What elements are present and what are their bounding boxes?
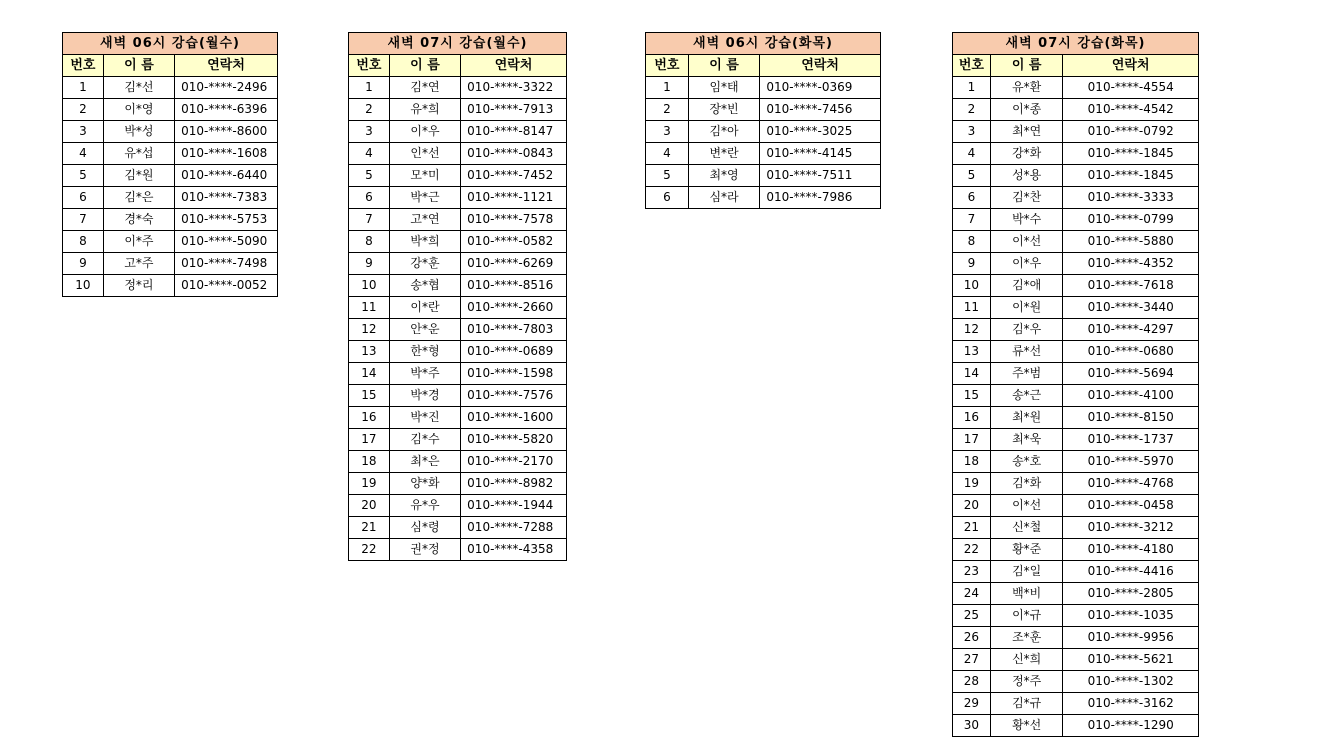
column-header-name: 이 름 bbox=[103, 55, 174, 77]
phone-number: 010-****-8150 bbox=[1063, 407, 1199, 429]
phone-number: 010-****-6440 bbox=[175, 165, 278, 187]
member-name: 황*선 bbox=[990, 715, 1063, 737]
row-number: 10 bbox=[63, 275, 104, 297]
member-name: 김*아 bbox=[688, 121, 760, 143]
row-number: 30 bbox=[953, 715, 991, 737]
phone-number: 010-****-7576 bbox=[461, 385, 567, 407]
row-number: 13 bbox=[349, 341, 390, 363]
member-name: 조*훈 bbox=[990, 627, 1063, 649]
member-name: 최*원 bbox=[990, 407, 1063, 429]
member-name: 김*찬 bbox=[990, 187, 1063, 209]
table-row bbox=[349, 275, 567, 297]
row-number: 15 bbox=[349, 385, 390, 407]
row-number: 7 bbox=[63, 209, 104, 231]
member-name: 김*우 bbox=[990, 319, 1063, 341]
member-name: 이*선 bbox=[990, 495, 1063, 517]
member-name: 김*규 bbox=[990, 693, 1063, 715]
phone-number: 010-****-0458 bbox=[1063, 495, 1199, 517]
table-title: 새벽 06시 강습(화목) bbox=[646, 33, 881, 55]
row-number: 23 bbox=[953, 561, 991, 583]
phone-number: 010-****-2660 bbox=[461, 297, 567, 319]
table-row bbox=[646, 121, 881, 143]
phone-number: 010-****-7456 bbox=[760, 99, 881, 121]
table-row bbox=[953, 297, 1199, 319]
table-row bbox=[953, 231, 1199, 253]
phone-number: 010-****-5694 bbox=[1063, 363, 1199, 385]
member-name: 송*호 bbox=[990, 451, 1063, 473]
row-number: 5 bbox=[953, 165, 991, 187]
member-name: 변*란 bbox=[688, 143, 760, 165]
member-name: 주*범 bbox=[990, 363, 1063, 385]
member-name: 황*준 bbox=[990, 539, 1063, 561]
phone-number: 010-****-5753 bbox=[175, 209, 278, 231]
table-row bbox=[953, 517, 1199, 539]
phone-number: 010-****-4352 bbox=[1063, 253, 1199, 275]
table-title: 새벽 06시 강습(월수) bbox=[63, 33, 278, 55]
row-number: 6 bbox=[646, 187, 689, 209]
row-number: 29 bbox=[953, 693, 991, 715]
table-row bbox=[63, 209, 278, 231]
phone-number: 010-****-4180 bbox=[1063, 539, 1199, 561]
table-row bbox=[63, 187, 278, 209]
phone-number: 010-****-0843 bbox=[461, 143, 567, 165]
column-header-phone: 연락처 bbox=[461, 55, 567, 77]
table-title: 새벽 07시 강습(화목) bbox=[953, 33, 1199, 55]
table-row bbox=[953, 77, 1199, 99]
row-number: 14 bbox=[349, 363, 390, 385]
member-name: 김*선 bbox=[103, 77, 174, 99]
row-number: 11 bbox=[349, 297, 390, 319]
table-row bbox=[953, 715, 1199, 737]
member-name: 고*연 bbox=[389, 209, 460, 231]
phone-number: 010-****-0680 bbox=[1063, 341, 1199, 363]
phone-number: 010-****-7498 bbox=[175, 253, 278, 275]
member-name: 유*희 bbox=[389, 99, 460, 121]
row-number: 4 bbox=[646, 143, 689, 165]
row-number: 15 bbox=[953, 385, 991, 407]
table-row bbox=[349, 297, 567, 319]
phone-number: 010-****-4768 bbox=[1063, 473, 1199, 495]
table-row bbox=[349, 143, 567, 165]
row-number: 10 bbox=[953, 275, 991, 297]
column-header-name: 이 름 bbox=[688, 55, 760, 77]
member-name: 신*희 bbox=[990, 649, 1063, 671]
phone-number: 010-****-5970 bbox=[1063, 451, 1199, 473]
table-row bbox=[953, 649, 1199, 671]
phone-number: 010-****-0799 bbox=[1063, 209, 1199, 231]
member-name: 경*숙 bbox=[103, 209, 174, 231]
member-name: 한*형 bbox=[389, 341, 460, 363]
row-number: 4 bbox=[349, 143, 390, 165]
column-header-phone: 연락처 bbox=[1063, 55, 1199, 77]
row-number: 6 bbox=[349, 187, 390, 209]
row-number: 18 bbox=[349, 451, 390, 473]
table-row bbox=[953, 561, 1199, 583]
member-name: 강*화 bbox=[990, 143, 1063, 165]
table-row bbox=[953, 407, 1199, 429]
table-row bbox=[953, 473, 1199, 495]
table-row bbox=[63, 121, 278, 143]
row-number: 26 bbox=[953, 627, 991, 649]
table-row bbox=[349, 121, 567, 143]
member-name: 최*영 bbox=[688, 165, 760, 187]
row-number: 16 bbox=[349, 407, 390, 429]
row-number: 3 bbox=[349, 121, 390, 143]
member-name: 박*진 bbox=[389, 407, 460, 429]
table-row bbox=[349, 363, 567, 385]
member-name: 임*태 bbox=[688, 77, 760, 99]
phone-number: 010-****-7803 bbox=[461, 319, 567, 341]
table-row bbox=[953, 209, 1199, 231]
phone-number: 010-****-4358 bbox=[461, 539, 567, 561]
row-number: 6 bbox=[953, 187, 991, 209]
table-row bbox=[349, 495, 567, 517]
member-name: 인*선 bbox=[389, 143, 460, 165]
member-name: 박*성 bbox=[103, 121, 174, 143]
table-row bbox=[646, 187, 881, 209]
row-number: 1 bbox=[349, 77, 390, 99]
roster-table-06-tuethu bbox=[645, 32, 881, 209]
table-row bbox=[953, 429, 1199, 451]
table-row bbox=[953, 627, 1199, 649]
phone-number: 010-****-0792 bbox=[1063, 121, 1199, 143]
member-name: 김*화 bbox=[990, 473, 1063, 495]
roster-table-07-monwed bbox=[348, 32, 567, 561]
table-row bbox=[63, 231, 278, 253]
row-number: 13 bbox=[953, 341, 991, 363]
table-row bbox=[63, 143, 278, 165]
member-name: 이*우 bbox=[389, 121, 460, 143]
phone-number: 010-****-4542 bbox=[1063, 99, 1199, 121]
table-row bbox=[646, 165, 881, 187]
member-name: 유*환 bbox=[990, 77, 1063, 99]
table-row bbox=[349, 165, 567, 187]
row-number: 28 bbox=[953, 671, 991, 693]
phone-number: 010-****-3322 bbox=[461, 77, 567, 99]
row-number: 5 bbox=[646, 165, 689, 187]
column-header-no: 번호 bbox=[349, 55, 390, 77]
member-name: 김*일 bbox=[990, 561, 1063, 583]
member-name: 이*주 bbox=[103, 231, 174, 253]
member-name: 백*비 bbox=[990, 583, 1063, 605]
phone-number: 010-****-6396 bbox=[175, 99, 278, 121]
table-row bbox=[349, 451, 567, 473]
phone-number: 010-****-7452 bbox=[461, 165, 567, 187]
phone-number: 010-****-6269 bbox=[461, 253, 567, 275]
row-number: 7 bbox=[349, 209, 390, 231]
phone-number: 010-****-8516 bbox=[461, 275, 567, 297]
table-row bbox=[349, 209, 567, 231]
member-name: 류*선 bbox=[990, 341, 1063, 363]
table-row bbox=[953, 385, 1199, 407]
table-row bbox=[349, 99, 567, 121]
member-name: 이*종 bbox=[990, 99, 1063, 121]
phone-number: 010-****-3025 bbox=[760, 121, 881, 143]
row-number: 19 bbox=[349, 473, 390, 495]
member-name: 유*섭 bbox=[103, 143, 174, 165]
table-row bbox=[349, 319, 567, 341]
table-row bbox=[349, 187, 567, 209]
phone-number: 010-****-2170 bbox=[461, 451, 567, 473]
row-number: 18 bbox=[953, 451, 991, 473]
member-name: 박*희 bbox=[389, 231, 460, 253]
phone-number: 010-****-5820 bbox=[461, 429, 567, 451]
table-row bbox=[953, 275, 1199, 297]
table-row bbox=[953, 319, 1199, 341]
row-number: 1 bbox=[953, 77, 991, 99]
member-name: 이*원 bbox=[990, 297, 1063, 319]
table-row bbox=[63, 275, 278, 297]
row-number: 21 bbox=[953, 517, 991, 539]
phone-number: 010-****-8600 bbox=[175, 121, 278, 143]
phone-number: 010-****-5090 bbox=[175, 231, 278, 253]
member-name: 이*란 bbox=[389, 297, 460, 319]
row-number: 20 bbox=[349, 495, 390, 517]
table-row bbox=[646, 99, 881, 121]
table-row bbox=[63, 77, 278, 99]
table-row bbox=[646, 143, 881, 165]
column-header-no: 번호 bbox=[953, 55, 991, 77]
phone-number: 010-****-8982 bbox=[461, 473, 567, 495]
row-number: 5 bbox=[349, 165, 390, 187]
row-number: 9 bbox=[953, 253, 991, 275]
phone-number: 010-****-5621 bbox=[1063, 649, 1199, 671]
phone-number: 010-****-1737 bbox=[1063, 429, 1199, 451]
member-name: 최*욱 bbox=[990, 429, 1063, 451]
member-name: 권*정 bbox=[389, 539, 460, 561]
table-row bbox=[953, 143, 1199, 165]
phone-number: 010-****-1944 bbox=[461, 495, 567, 517]
phone-number: 010-****-1290 bbox=[1063, 715, 1199, 737]
column-header-phone: 연락처 bbox=[175, 55, 278, 77]
table-row bbox=[953, 363, 1199, 385]
phone-number: 010-****-1600 bbox=[461, 407, 567, 429]
row-number: 1 bbox=[646, 77, 689, 99]
row-number: 6 bbox=[63, 187, 104, 209]
member-name: 박*주 bbox=[389, 363, 460, 385]
row-number: 9 bbox=[63, 253, 104, 275]
member-name: 최*은 bbox=[389, 451, 460, 473]
row-number: 17 bbox=[953, 429, 991, 451]
row-number: 9 bbox=[349, 253, 390, 275]
phone-number: 010-****-7618 bbox=[1063, 275, 1199, 297]
row-number: 22 bbox=[953, 539, 991, 561]
phone-number: 010-****-1608 bbox=[175, 143, 278, 165]
phone-number: 010-****-5880 bbox=[1063, 231, 1199, 253]
row-number: 2 bbox=[349, 99, 390, 121]
row-number: 10 bbox=[349, 275, 390, 297]
member-name: 고*주 bbox=[103, 253, 174, 275]
table-row bbox=[953, 693, 1199, 715]
member-name: 안*운 bbox=[389, 319, 460, 341]
row-number: 2 bbox=[953, 99, 991, 121]
member-name: 송*협 bbox=[389, 275, 460, 297]
table-row bbox=[63, 253, 278, 275]
member-name: 심*령 bbox=[389, 517, 460, 539]
row-number: 12 bbox=[953, 319, 991, 341]
phone-number: 010-****-1302 bbox=[1063, 671, 1199, 693]
row-number: 3 bbox=[953, 121, 991, 143]
phone-number: 010-****-1845 bbox=[1063, 143, 1199, 165]
phone-number: 010-****-3162 bbox=[1063, 693, 1199, 715]
table-row bbox=[349, 385, 567, 407]
phone-number: 010-****-7511 bbox=[760, 165, 881, 187]
row-number: 2 bbox=[646, 99, 689, 121]
row-number: 8 bbox=[349, 231, 390, 253]
member-name: 이*영 bbox=[103, 99, 174, 121]
table-row bbox=[953, 451, 1199, 473]
row-number: 22 bbox=[349, 539, 390, 561]
row-number: 19 bbox=[953, 473, 991, 495]
column-header-phone: 연락처 bbox=[760, 55, 881, 77]
member-name: 최*연 bbox=[990, 121, 1063, 143]
row-number: 8 bbox=[953, 231, 991, 253]
member-name: 이*선 bbox=[990, 231, 1063, 253]
row-number: 4 bbox=[953, 143, 991, 165]
phone-number: 010-****-0052 bbox=[175, 275, 278, 297]
phone-number: 010-****-4100 bbox=[1063, 385, 1199, 407]
table-row bbox=[953, 253, 1199, 275]
row-number: 1 bbox=[63, 77, 104, 99]
member-name: 김*애 bbox=[990, 275, 1063, 297]
table-row bbox=[349, 77, 567, 99]
column-header-no: 번호 bbox=[646, 55, 689, 77]
row-number: 27 bbox=[953, 649, 991, 671]
row-number: 8 bbox=[63, 231, 104, 253]
table-row bbox=[953, 341, 1199, 363]
member-name: 신*철 bbox=[990, 517, 1063, 539]
row-number: 7 bbox=[953, 209, 991, 231]
phone-number: 010-****-4145 bbox=[760, 143, 881, 165]
member-name: 이*우 bbox=[990, 253, 1063, 275]
phone-number: 010-****-4297 bbox=[1063, 319, 1199, 341]
column-header-name: 이 름 bbox=[389, 55, 460, 77]
table-row bbox=[349, 429, 567, 451]
column-header-name: 이 름 bbox=[990, 55, 1063, 77]
member-name: 정*주 bbox=[990, 671, 1063, 693]
phone-number: 010-****-2805 bbox=[1063, 583, 1199, 605]
row-number: 2 bbox=[63, 99, 104, 121]
row-number: 3 bbox=[646, 121, 689, 143]
phone-number: 010-****-7986 bbox=[760, 187, 881, 209]
row-number: 20 bbox=[953, 495, 991, 517]
phone-number: 010-****-8147 bbox=[461, 121, 567, 143]
phone-number: 010-****-0582 bbox=[461, 231, 567, 253]
table-row bbox=[953, 165, 1199, 187]
member-name: 김*은 bbox=[103, 187, 174, 209]
phone-number: 010-****-4554 bbox=[1063, 77, 1199, 99]
phone-number: 010-****-7383 bbox=[175, 187, 278, 209]
table-row bbox=[953, 99, 1199, 121]
table-row bbox=[953, 671, 1199, 693]
row-number: 11 bbox=[953, 297, 991, 319]
table-row bbox=[953, 121, 1199, 143]
phone-number: 010-****-1845 bbox=[1063, 165, 1199, 187]
row-number: 25 bbox=[953, 605, 991, 627]
roster-table-06-monwed bbox=[62, 32, 278, 297]
row-number: 5 bbox=[63, 165, 104, 187]
member-name: 송*근 bbox=[990, 385, 1063, 407]
table-row bbox=[349, 407, 567, 429]
table-row bbox=[349, 231, 567, 253]
table-row bbox=[953, 539, 1199, 561]
table-row bbox=[646, 77, 881, 99]
phone-number: 010-****-1598 bbox=[461, 363, 567, 385]
table-row bbox=[63, 99, 278, 121]
row-number: 21 bbox=[349, 517, 390, 539]
row-number: 17 bbox=[349, 429, 390, 451]
table-row bbox=[953, 495, 1199, 517]
phone-number: 010-****-4416 bbox=[1063, 561, 1199, 583]
table-row bbox=[349, 517, 567, 539]
phone-number: 010-****-0689 bbox=[461, 341, 567, 363]
phone-number: 010-****-1121 bbox=[461, 187, 567, 209]
table-row bbox=[63, 165, 278, 187]
member-name: 이*규 bbox=[990, 605, 1063, 627]
table-row bbox=[953, 605, 1199, 627]
member-name: 모*미 bbox=[389, 165, 460, 187]
member-name: 유*우 bbox=[389, 495, 460, 517]
roster-table-07-tuethu bbox=[952, 32, 1199, 737]
phone-number: 010-****-7913 bbox=[461, 99, 567, 121]
member-name: 정*리 bbox=[103, 275, 174, 297]
row-number: 24 bbox=[953, 583, 991, 605]
member-name: 박*근 bbox=[389, 187, 460, 209]
row-number: 12 bbox=[349, 319, 390, 341]
row-number: 14 bbox=[953, 363, 991, 385]
phone-number: 010-****-0369 bbox=[760, 77, 881, 99]
column-header-no: 번호 bbox=[63, 55, 104, 77]
phone-number: 010-****-9956 bbox=[1063, 627, 1199, 649]
phone-number: 010-****-3440 bbox=[1063, 297, 1199, 319]
member-name: 박*수 bbox=[990, 209, 1063, 231]
phone-number: 010-****-3212 bbox=[1063, 517, 1199, 539]
table-row bbox=[953, 187, 1199, 209]
member-name: 강*훈 bbox=[389, 253, 460, 275]
phone-number: 010-****-1035 bbox=[1063, 605, 1199, 627]
table-title: 새벽 07시 강습(월수) bbox=[349, 33, 567, 55]
table-row bbox=[349, 253, 567, 275]
table-row bbox=[349, 473, 567, 495]
member-name: 성*용 bbox=[990, 165, 1063, 187]
table-row bbox=[349, 341, 567, 363]
row-number: 4 bbox=[63, 143, 104, 165]
member-name: 김*원 bbox=[103, 165, 174, 187]
member-name: 심*라 bbox=[688, 187, 760, 209]
phone-number: 010-****-2496 bbox=[175, 77, 278, 99]
member-name: 박*경 bbox=[389, 385, 460, 407]
table-row bbox=[349, 539, 567, 561]
phone-number: 010-****-7288 bbox=[461, 517, 567, 539]
phone-number: 010-****-7578 bbox=[461, 209, 567, 231]
row-number: 3 bbox=[63, 121, 104, 143]
member-name: 김*수 bbox=[389, 429, 460, 451]
member-name: 장*빈 bbox=[688, 99, 760, 121]
member-name: 김*연 bbox=[389, 77, 460, 99]
row-number: 16 bbox=[953, 407, 991, 429]
phone-number: 010-****-3333 bbox=[1063, 187, 1199, 209]
member-name: 양*화 bbox=[389, 473, 460, 495]
table-row bbox=[953, 583, 1199, 605]
